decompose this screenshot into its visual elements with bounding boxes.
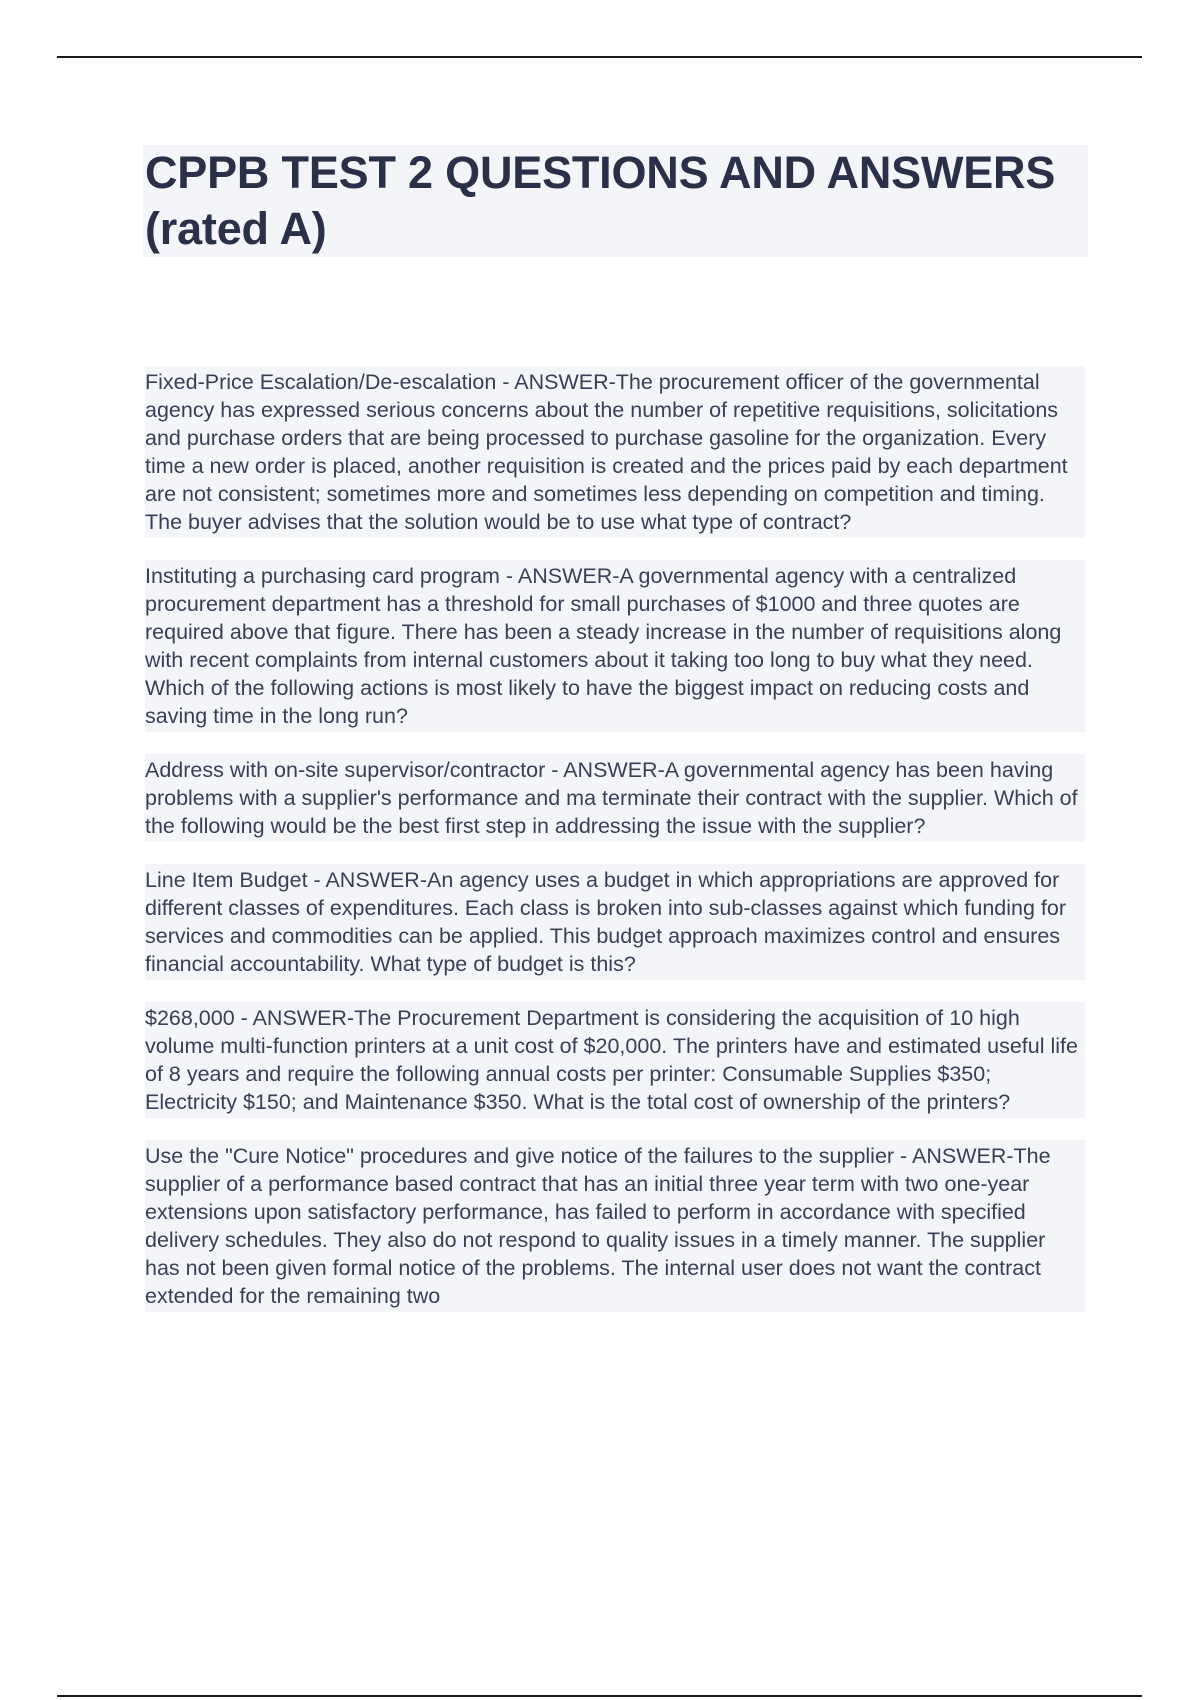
title-block: [143, 145, 1088, 257]
qa-item-text: $268,000 - ANSWER-The Procurement Department is considering the acquisition of 10 high volume multi-function printers at a unit cost of $20,000. The printers have and estimated useful life of 8 years and require the following annual costs per printer: Consumable Supplies $350; Electricity $150; and Maintenance $350. What is the total cost of ownership of the printers?: [145, 1006, 1078, 1114]
qa-item: [145, 1002, 1085, 1118]
qa-item-text: Instituting a purchasing card program - ANSWER-A governmental agency with a centralized procurement department has a threshold for small purchases of $1000 and three quotes are required above that figure. There has been a steady increase in the number of requisitions along with recent complaints from internal customers about it taking too long to buy what they need. Which of the following actions is most likely to have the biggest impact on reducing costs and saving time in the long run?: [145, 564, 1062, 728]
qa-item: [145, 754, 1085, 842]
qa-item-text: Fixed-Price Escalation/De-escalation - ANSWER-The procurement officer of the governmental agency has expressed serious concerns about the number of repetitive requisitions, solicitations and purchase orders that are being processed to purchase gasoline for the organization. Every time a new order is placed, another requisition is created and the prices paid by each department are not consistent; sometimes more and sometimes less depending on competition and timing. The buyer advises that the solution would be to use what type of contract?: [145, 370, 1068, 534]
qa-item-text: Address with on-site supervisor/contractor - ANSWER-A governmental agency has been having problems with a supplier's performance and ma terminate their contract with the supplier. Which of the following would be the best first step in addressing the issue with the supplier?: [145, 758, 1078, 838]
qa-list: [145, 366, 1085, 1334]
bottom-divider: [57, 1695, 1142, 1697]
top-divider: [57, 56, 1142, 58]
page-title: CPPB TEST 2 QUESTIONS AND ANSWERS (rated A): [145, 147, 1056, 254]
qa-item: [145, 560, 1085, 732]
qa-item: [145, 864, 1085, 980]
qa-item: [145, 1140, 1085, 1312]
qa-item-text: Line Item Budget - ANSWER-An agency uses a budget in which appropriations are approved for different classes of expenditures. Each class is broken into sub-classes against which funding for services and commodities can be applied. This budget approach maximizes control and ensures financial accountability. What type of budget is this?: [145, 868, 1067, 976]
qa-item: [145, 366, 1085, 538]
qa-item-text: Use the "Cure Notice" procedures and give notice of the failures to the supplier - ANSWER-The supplier of a performance based contract that has an initial three year term with two one-year extensions upon satisfactory performance, has failed to perform in accordance with specified delivery schedules. They also do not respond to quality issues in a timely manner. The supplier has not been given formal notice of the problems. The internal user does not want the contract extended for the remaining two: [145, 1144, 1051, 1308]
